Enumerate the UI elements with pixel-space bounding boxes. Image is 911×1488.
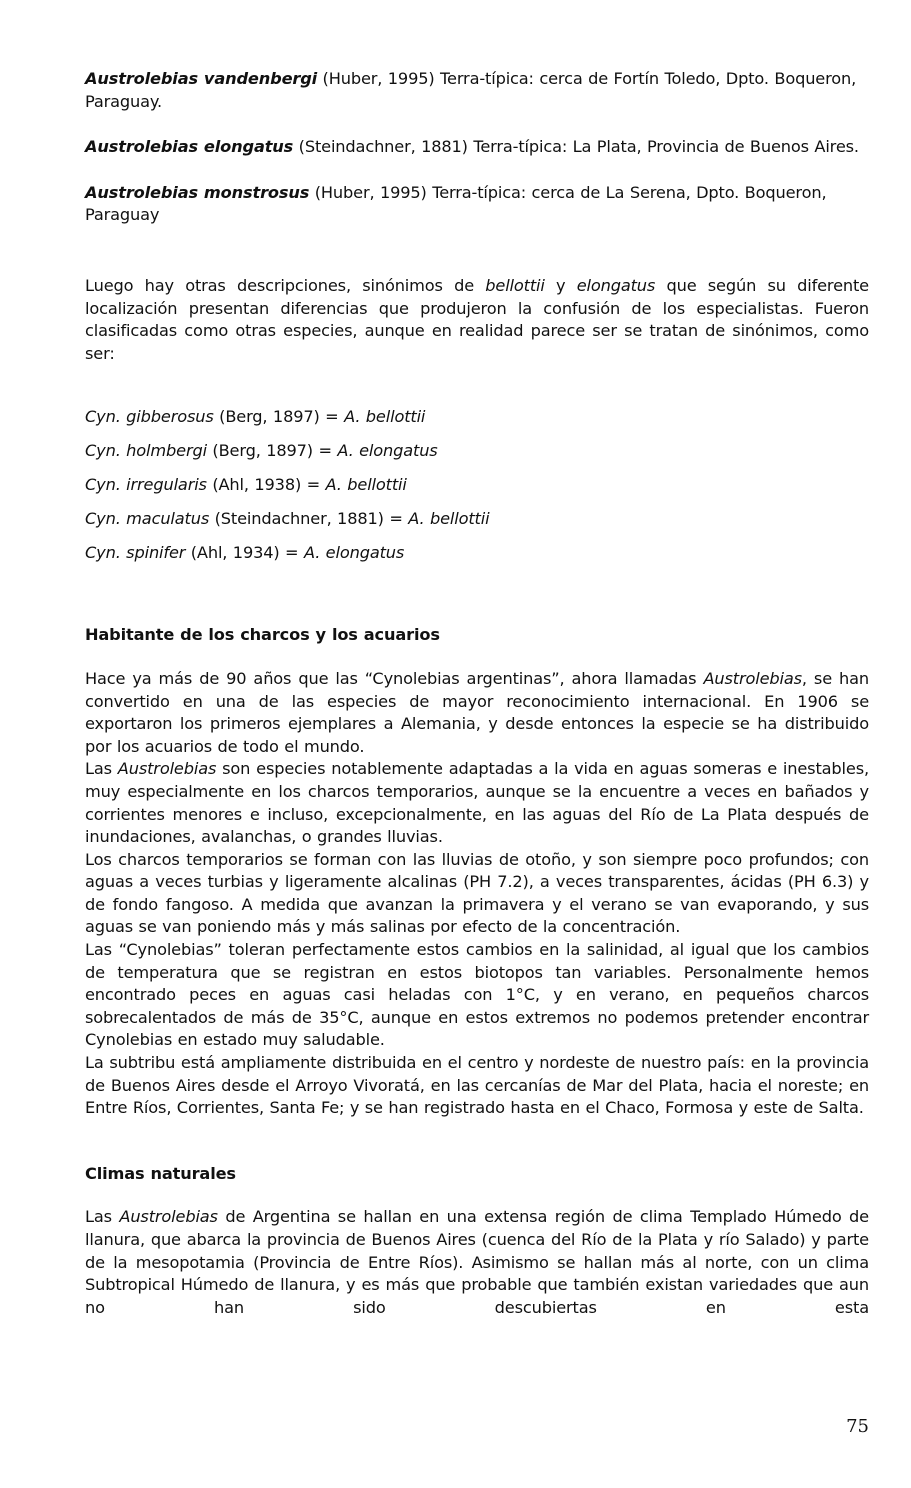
species-details: (Huber, 1995) Terra-típica: cerca de La Serena, Dpto. Boqueron, Paraguay [85, 182, 827, 225]
section-heading: Habitante de los charcos y los acuarios [85, 625, 440, 645]
species-entry [85, 68, 869, 113]
species-name: Austrolebias monstrosus [85, 182, 310, 202]
intro-paragraph: Luego hay otras descripciones, sinónimos de bellottii y elongatus que según su diferente localización presentan diferencias que produjeron la confusión de los especialistas. Fueron clasificadas como otras especies, aunque en realidad parece ser se tratan de sinónimos, como ser: [85, 275, 869, 363]
body-paragraph: La subtribu está ampliamente distribuida en el centro y nordeste de nuestro país: en la provincia de Buenos Aires desde el Arroyo Vivoratá, en las cercanías de Mar del Plata, hacia el noreste; en Entre Ríos, Corrientes, Santa Fe; y se han registrado hasta en el Chaco, Formosa y este de Salta. [85, 1053, 869, 1118]
body-paragraph: Hace ya más de 90 años que las “Cynolebias argentinas”, ahora llamadas Austrolebias, se han convertido en una de las especies de mayor reconocimiento internacional. En 1906 se exportaron los primeros ejemplares a Alemania, y desde entonces la especie se ha distribuido por los acuarios de todo el mundo. [85, 668, 869, 756]
body-paragraph: Los charcos temporarios se forman con las lluvias de otoño, y son siempre poco profundos; con aguas a veces turbias y ligeramente alcalinas (PH 7.2), a veces transparentes, ácidas (PH 6.3) y de fondo fangoso. A medida que avanzan la primavera y el verano se van evaporando, y sus aguas se van poniendo más y más salinas por efecto de la concentración. [85, 849, 869, 937]
body-paragraph: Las “Cynolebias” toleran perfectamente estos cambios en la salinidad, al igual que los cambios de temperatura que se registran en estos biotopos tan variables. Personalmente hemos encontrado peces en aguas casi heladas con 1°C, y en verano, en pequeños charcos sobrecalentados de más de 35°C, aunque en estos extremos no podemos pretender encontrar Cynolebias en estado muy saludable. [85, 940, 869, 1050]
species-name: Austrolebias elongatus [85, 137, 294, 157]
synonym-item: Cyn. maculatus (Steindachner, 1881) = A. bellottii [85, 509, 490, 529]
synonym-item: Cyn. spinifer (Ahl, 1934) = A. elongatus [85, 543, 405, 563]
document-page [85, 68, 869, 1319]
species-details: (Steindachner, 1881) Terra-típica: La Plata, Provincia de Buenos Aires. [293, 137, 859, 157]
species-entry [85, 136, 869, 159]
synonym-item: Cyn. irregularis (Ahl, 1938) = A. bellottii [85, 475, 407, 495]
section-heading: Climas naturales [85, 1163, 236, 1183]
page-number: 75 [846, 1416, 869, 1437]
species-name: Austrolebias vandenbergi [85, 69, 318, 88]
synonym-list [85, 406, 869, 576]
species-details: (Huber, 1995) Terra-típica: cerca de Fortín Toledo, Dpto. Boqueron, Paraguay. [85, 69, 857, 111]
species-entry [85, 182, 869, 227]
synonym-item: Cyn. holmbergi (Berg, 1897) = A. elongatus [85, 441, 438, 461]
synonym-item: Cyn. gibberosus (Berg, 1897) = A. bellottii [85, 407, 426, 427]
body-paragraph: Las Austrolebias de Argentina se hallan en una extensa región de clima Templado Húmedo de llanura, que abarca la provincia de Buenos Aires (cuenca del Río de la Plata y río Salado) y parte de la mesopotamia (Provincia de Entre Ríos). Asimismo se hallan más al norte, con un clima Subtropical Húmedo de llanura, y es más que probable que también existan variedades que aun no han sido descubiertas en esta [85, 1207, 869, 1317]
body-paragraph: Las Austrolebias son especies notablemente adaptadas a la vida en aguas someras e inestables, muy especialmente en los charcos temporarios, aunque se la encuentre a veces en bañados y corrientes menores e incluso, excepcionalmente, en las aguas del Río de La Plata después de inundaciones, avalanchas, o grandes lluvias. [85, 759, 869, 847]
